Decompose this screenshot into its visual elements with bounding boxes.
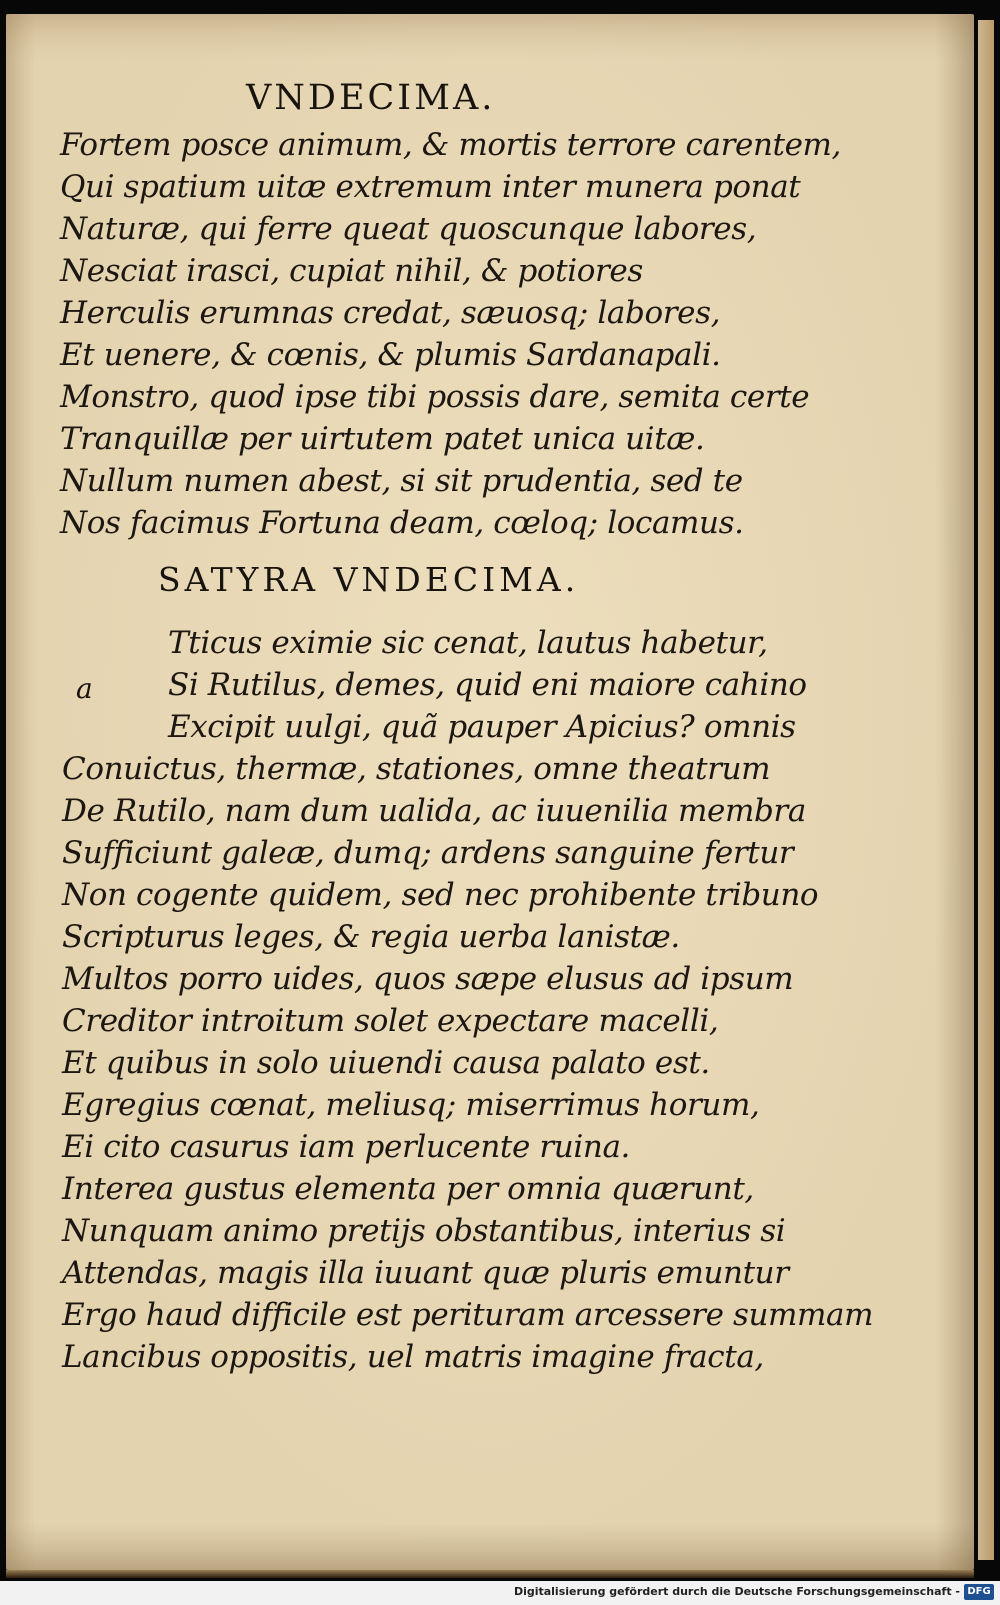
- footer-credit: Digitalisierung gefördert durch die Deutsche Forschungsgemeinschaft -: [513, 1585, 960, 1598]
- verse-line: Sufficiunt galeæ, dumq; ardens sanguine fertur: [62, 835, 794, 871]
- section-title: SATYRA VNDECIMA.: [158, 560, 580, 599]
- verse-line: Non cogente quidem, sed nec prohibente tribuno: [62, 877, 819, 913]
- verse-line: Lancibus oppositis, uel matris imagine fracta,: [62, 1339, 764, 1375]
- verse-line: Nesciat irasci, cupiat nihil, & potiores: [60, 253, 643, 289]
- verse-line: Scripturus leges, & regia uerba lanistæ.: [62, 919, 680, 955]
- verse-line: Interea gustus elementa per omnia quærunt,: [62, 1171, 754, 1207]
- verse-line: Naturæ, qui ferre queat quoscunque labores,: [60, 211, 757, 247]
- verse-line: Herculis erumnas credat, sæuosq; labores,: [60, 295, 721, 331]
- verse-line: Attendas, magis illa iuuant quæ pluris emuntur: [62, 1255, 789, 1291]
- verse-line: Tranquillæ per uirtutem patet unica uitæ.: [60, 421, 705, 457]
- marginal-note: a: [76, 672, 93, 705]
- verse-line: Multos porro uides, quos sæpe elusus ad ipsum: [62, 961, 794, 997]
- verse-line: Nos facimus Fortuna deam, cœloq; locamus.: [60, 505, 744, 541]
- verse-line: Monstro, quod ipse tibi possis dare, semita certe: [60, 379, 810, 415]
- verse-line: Egregius cœnat, meliusq; miserrimus horum,: [62, 1087, 760, 1123]
- book-page: [6, 14, 974, 1570]
- verse-line: Si Rutilus, demes, quid eni maiore cahino: [168, 667, 807, 703]
- page-shadow: [6, 1570, 974, 1578]
- verse-line: Ergo haud difficile est perituram arcessere summam: [62, 1297, 874, 1333]
- verse-line: Fortem posce animum, & mortis terrore carentem,: [60, 127, 841, 163]
- verse-line: Et quibus in solo uiuendi causa palato est.: [62, 1045, 710, 1081]
- running-head: VNDECIMA.: [246, 78, 496, 118]
- verse-line: Excipit uulgi, quã pauper Apicius? omnis: [168, 709, 796, 745]
- verse-line: Nunquam animo pretijs obstantibus, interius si: [62, 1213, 786, 1249]
- verse-line: De Rutilo, nam dum ualida, ac iuuenilia membra: [62, 793, 806, 829]
- verse-line: Et uenere, & cœnis, & plumis Sardanapali.: [60, 337, 721, 373]
- verse-line: Nullum numen abest, si sit prudentia, sed te: [60, 463, 743, 499]
- verse-line: Ei cito casurus iam perlucente ruina.: [62, 1129, 630, 1165]
- verse-line: Tticus eximie sic cenat, lautus habetur,: [168, 625, 768, 661]
- verse-line: Conuictus, thermæ, stationes, omne theatrum: [62, 751, 771, 787]
- page-edge: [978, 20, 994, 1560]
- dfg-logo: DFG: [964, 1584, 994, 1600]
- verse-line: Creditor introitum solet expectare macelli,: [62, 1003, 719, 1039]
- verse-line: Qui spatium uitæ extremum inter munera ponat: [60, 169, 801, 205]
